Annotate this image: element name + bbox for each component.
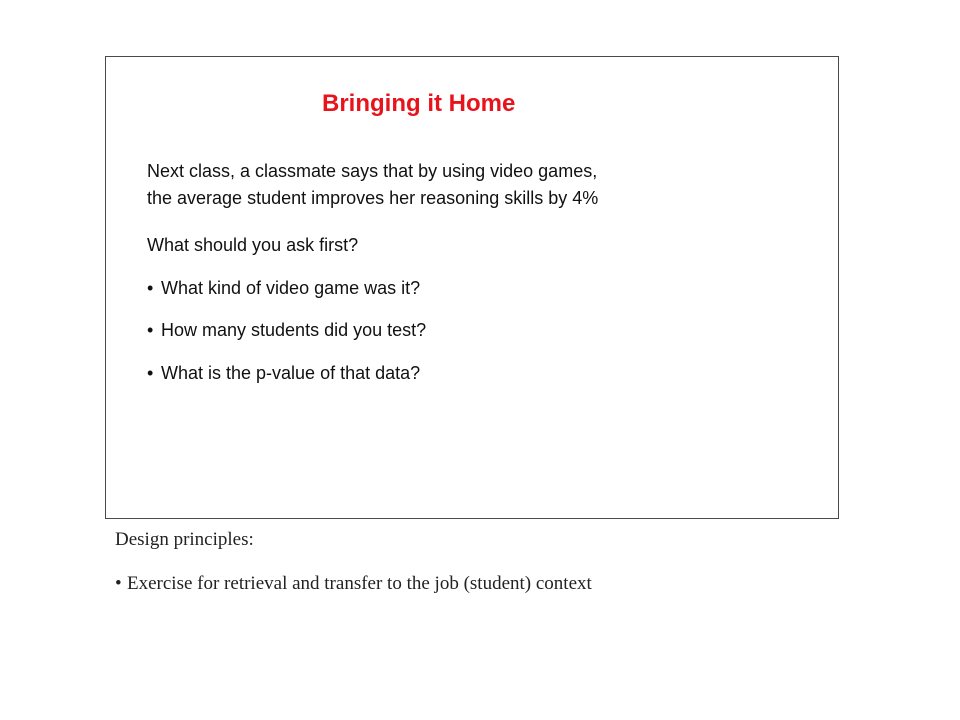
design-principle-text: Exercise for retrieval and transfer to the job (student) context [127,573,592,594]
bullet-text: How many students did you test? [161,320,427,340]
bullet-dot: • [147,363,154,383]
slide-question: What should you ask first? [147,235,359,255]
slide-intro [147,158,598,212]
bullet-item [147,317,426,344]
intro-line-2: the average student improves her reasoning skills by 4% [147,188,599,208]
bullet-text: What is the p-value of that data? [161,363,421,383]
intro-line-1: Next class, a classmate says that by using video games, [147,161,598,181]
bullet-item [147,360,420,387]
design-principles-heading: Design principles: [115,529,254,550]
bullet-dot: • [147,320,154,340]
bullet-dot: • [147,278,154,298]
bullet-item [147,275,420,302]
bullet-text: What kind of video game was it? [161,278,421,298]
bullet-dot: • [115,573,122,594]
slide-title: Bringing it Home [322,90,516,117]
design-principle-item [115,573,592,595]
